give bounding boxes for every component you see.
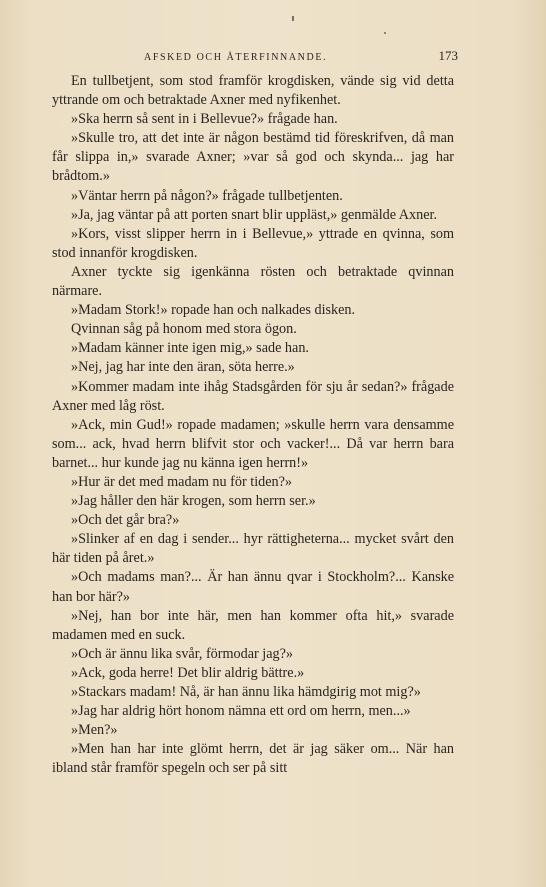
ink-dot	[384, 32, 386, 34]
paragraph: »Men han har inte glömt herrn, det är jag säker om... När han ibland står framför spegeln och ser på sitt	[52, 741, 454, 777]
paragraph: »Madam Stork!» ropade han och nalkades disken.	[71, 302, 356, 319]
paragraph: Qvinnan såg på honom med stora ögon.	[71, 321, 297, 338]
paragraph: »Och madams man?... Är han ännu qvar i Stockholm?... Kanske han bor här?»	[52, 569, 454, 605]
paragraph: »Slinker af en dag i sender... hyr rättigheterna... mycket svårt den här tiden på året.»	[52, 531, 454, 567]
paragraph: »Jag har aldrig hört honom nämna ett ord om herrn, men...»	[71, 703, 411, 720]
paragraph: »Skulle tro, att det inte är någon bestämd tid föreskrifven, då man får slippa in,» svarade Axner; »var så god och skynda... jag har brådtom.»	[52, 130, 454, 185]
paragraph: »Stackars madam! Nå, är han ännu lika hämdgirig mot mig?»	[71, 684, 421, 700]
paragraph: »Ska herrn så sent in i Bellevue?» frågade han.	[71, 111, 338, 128]
paragraph: »Och det går bra?»	[71, 512, 180, 529]
running-header	[64, 48, 458, 64]
paragraph: En tullbetjent, som stod framför krogdisken, vände sig vid detta yttrande om och betraktade Axner med nyfikenhet.	[52, 73, 454, 109]
paragraph: »Jag håller den här krogen, som herrn ser.»	[71, 493, 316, 510]
paragraph: »Hur är det med madam nu för tiden?»	[71, 473, 293, 490]
paragraph: »Nej, jag har inte den äran, söta herre.»	[71, 359, 295, 376]
paragraph: »Kors, visst slipper herrn in i Bellevue,» yttrade en qvinna, som stod innanför krogdisken.	[52, 225, 454, 261]
paragraph: Axner tyckte sig igenkänna rösten och betraktade qvinnan närmare.	[52, 263, 454, 300]
paragraph: »Madam känner inte igen mig,» sade han.	[71, 340, 309, 357]
body-text	[52, 72, 454, 778]
paragraph: »Ack, goda herre! Det blir aldrig bättre.»	[71, 664, 305, 681]
ink-mark	[292, 16, 294, 21]
paragraph: »Ja, jag väntar på att porten snart blir uppläst,» genmälde Axner.	[71, 206, 438, 223]
paragraph: »Kommer madam inte ihåg Stadsgården för sju år sedan?» frågade Axner med låg röst.	[52, 378, 454, 414]
paragraph: »Väntar herrn på någon?» frågade tullbetjenten.	[71, 187, 343, 204]
paragraph: »Ack, min Gud!» ropade madamen; »skulle herrn vara densamme som... ack, hvad herrn blifvit stor och vacker!... Då var herrn bara barnet... hur kunde jag nu känna igen herrn!»	[52, 416, 454, 471]
paragraph: »Men?»	[71, 722, 118, 739]
page-number: 173	[438, 48, 458, 63]
paragraph: »Nej, han bor inte här, men han kommer ofta hit,» svarade madamen med en suck.	[52, 607, 454, 643]
chapter-title: AFSKED OCH ÅTERFINNANDE.	[144, 52, 328, 63]
paragraph: »Och är ännu lika svår, förmodar jag?»	[71, 645, 294, 662]
